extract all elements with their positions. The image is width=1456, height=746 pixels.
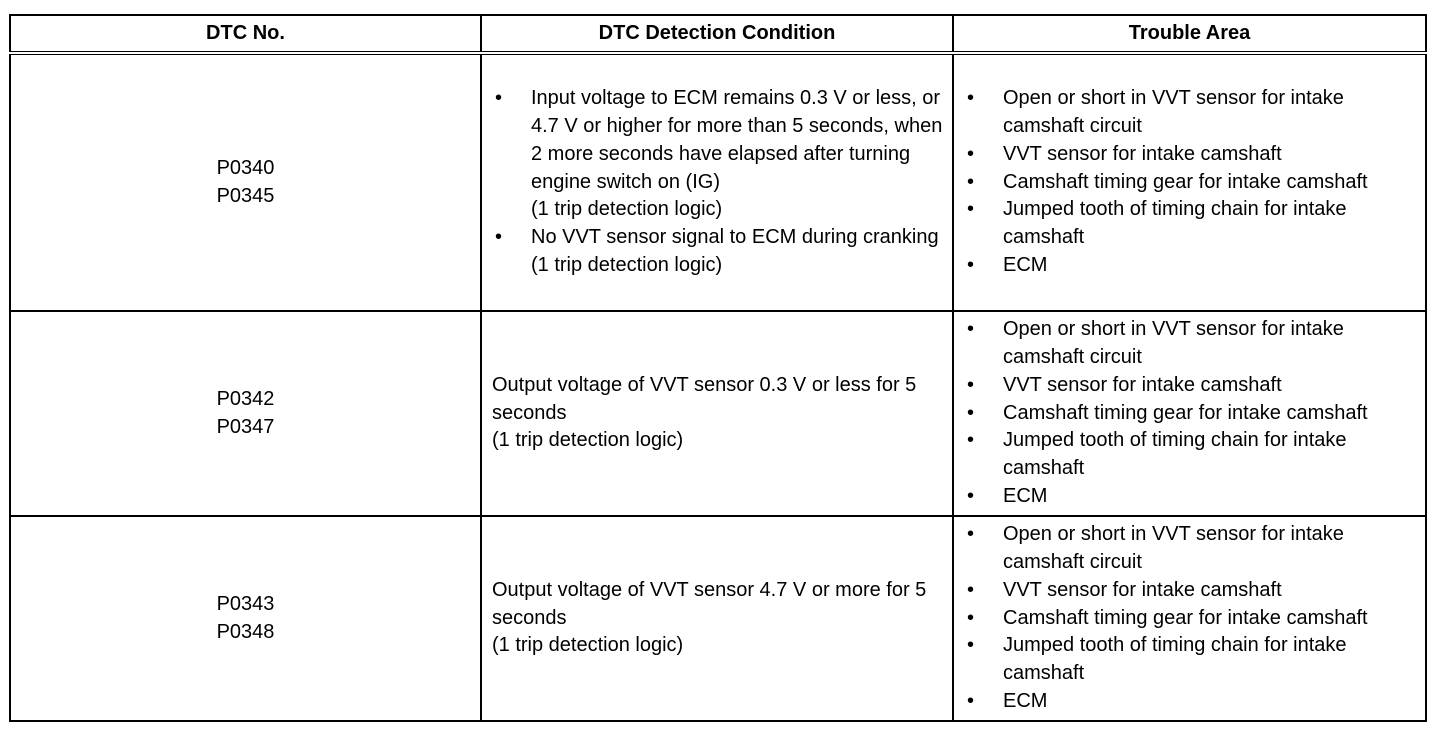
dtc-codes-cell xyxy=(10,311,481,516)
trouble-area-item xyxy=(964,141,1421,169)
condition-item xyxy=(492,224,946,280)
trouble-area-item xyxy=(964,400,1421,428)
trouble-area-text: ECM xyxy=(1003,253,1048,276)
condition-logic-note: (1 trip detection logic) xyxy=(531,198,723,221)
trouble-area-list xyxy=(964,316,1421,511)
trouble-area-item xyxy=(964,521,1421,577)
trouble-area-item xyxy=(964,196,1421,252)
detection-condition-cell xyxy=(481,516,953,721)
trouble-area-item xyxy=(964,483,1421,511)
condition-logic-note: (1 trip detection logic) xyxy=(492,429,684,452)
trouble-area-text: Jumped tooth of timing chain for intake camshaft xyxy=(1003,198,1347,249)
bullet-icon: • xyxy=(967,606,975,629)
dtc-code: P0342 xyxy=(216,387,275,410)
condition-list xyxy=(492,85,946,280)
trouble-area-item xyxy=(964,632,1421,688)
trouble-area-item xyxy=(964,252,1421,280)
bullet-icon: • xyxy=(967,142,975,165)
trouble-area-text: Camshaft timing gear for intake camshaft xyxy=(1003,401,1368,424)
bullet-icon: • xyxy=(967,484,975,507)
bullet-icon: • xyxy=(967,578,975,601)
bullet-icon: • xyxy=(967,634,975,657)
condition-text: No VVT sensor signal to ECM during cranking xyxy=(531,226,939,249)
table-header xyxy=(10,15,1426,53)
condition-logic-note: (1 trip detection logic) xyxy=(492,634,684,657)
dtc-code: P0347 xyxy=(216,415,275,438)
table-row xyxy=(10,53,1426,311)
bullet-icon: • xyxy=(495,87,503,110)
trouble-area-cell xyxy=(953,516,1426,721)
condition-text: Output voltage of VVT sensor 0.3 V or less for 5 seconds xyxy=(492,373,917,424)
header-detection-condition: DTC Detection Condition xyxy=(481,15,953,53)
bullet-icon: • xyxy=(967,373,975,396)
trouble-area-item xyxy=(964,316,1421,372)
header-trouble-area: Trouble Area xyxy=(953,15,1426,53)
trouble-area-item xyxy=(964,427,1421,483)
table-body xyxy=(10,53,1426,721)
dtc-code: P0348 xyxy=(216,620,275,643)
trouble-area-text: Open or short in VVT sensor for intake camshaft circuit xyxy=(1003,523,1344,573)
trouble-area-cell xyxy=(953,311,1426,516)
trouble-area-text: Open or short in VVT sensor for intake camshaft circuit xyxy=(1003,87,1344,137)
trouble-area-item xyxy=(964,605,1421,633)
trouble-area-text: Camshaft timing gear for intake camshaft xyxy=(1003,170,1368,193)
condition-logic-note: (1 trip detection logic) xyxy=(531,253,723,276)
header-row xyxy=(10,15,1426,53)
bullet-icon: • xyxy=(967,87,975,110)
dtc-table xyxy=(9,14,1427,722)
trouble-area-cell xyxy=(953,53,1426,311)
trouble-area-text: ECM xyxy=(1003,484,1048,507)
trouble-area-text: VVT sensor for intake camshaft xyxy=(1003,142,1282,165)
trouble-area-item xyxy=(964,688,1421,716)
dtc-codes-cell xyxy=(10,516,481,721)
bullet-icon: • xyxy=(967,253,975,276)
trouble-area-text: Open or short in VVT sensor for intake camshaft circuit xyxy=(1003,318,1344,368)
bullet-icon: • xyxy=(967,523,975,546)
detection-condition-cell xyxy=(481,53,953,311)
trouble-area-text: Camshaft timing gear for intake camshaft xyxy=(1003,606,1368,629)
condition-item xyxy=(492,85,946,224)
trouble-area-text: Jumped tooth of timing chain for intake camshaft xyxy=(1003,429,1347,480)
bullet-icon: • xyxy=(967,318,975,341)
trouble-area-text: ECM xyxy=(1003,689,1048,712)
trouble-area-text: VVT sensor for intake camshaft xyxy=(1003,578,1282,601)
table-row xyxy=(10,516,1426,721)
table-row xyxy=(10,311,1426,516)
condition-text: Input voltage to ECM remains 0.3 V or less, or 4.7 V or higher for more than 5 seconds, when 2 more seconds have elapsed after turning engine switch on (IG) xyxy=(531,87,943,193)
bullet-icon: • xyxy=(495,226,503,249)
trouble-area-list xyxy=(964,85,1421,280)
trouble-area-item xyxy=(964,372,1421,400)
header-dtc-no: DTC No. xyxy=(10,15,481,53)
bullet-icon: • xyxy=(967,170,975,193)
trouble-area-text: Jumped tooth of timing chain for intake camshaft xyxy=(1003,634,1347,685)
trouble-area-item xyxy=(964,169,1421,197)
trouble-area-item xyxy=(964,85,1421,141)
trouble-area-list xyxy=(964,521,1421,716)
dtc-code: P0345 xyxy=(216,184,275,207)
detection-condition-cell xyxy=(481,311,953,516)
dtc-code: P0343 xyxy=(216,592,275,615)
bullet-icon: • xyxy=(967,689,975,712)
bullet-icon: • xyxy=(967,198,975,221)
condition-text: Output voltage of VVT sensor 4.7 V or more for 5 seconds xyxy=(492,578,927,629)
bullet-icon: • xyxy=(967,429,975,452)
bullet-icon: • xyxy=(967,401,975,424)
dtc-code: P0340 xyxy=(216,156,275,179)
trouble-area-item xyxy=(964,577,1421,605)
trouble-area-text: VVT sensor for intake camshaft xyxy=(1003,373,1282,396)
dtc-codes-cell xyxy=(10,53,481,311)
